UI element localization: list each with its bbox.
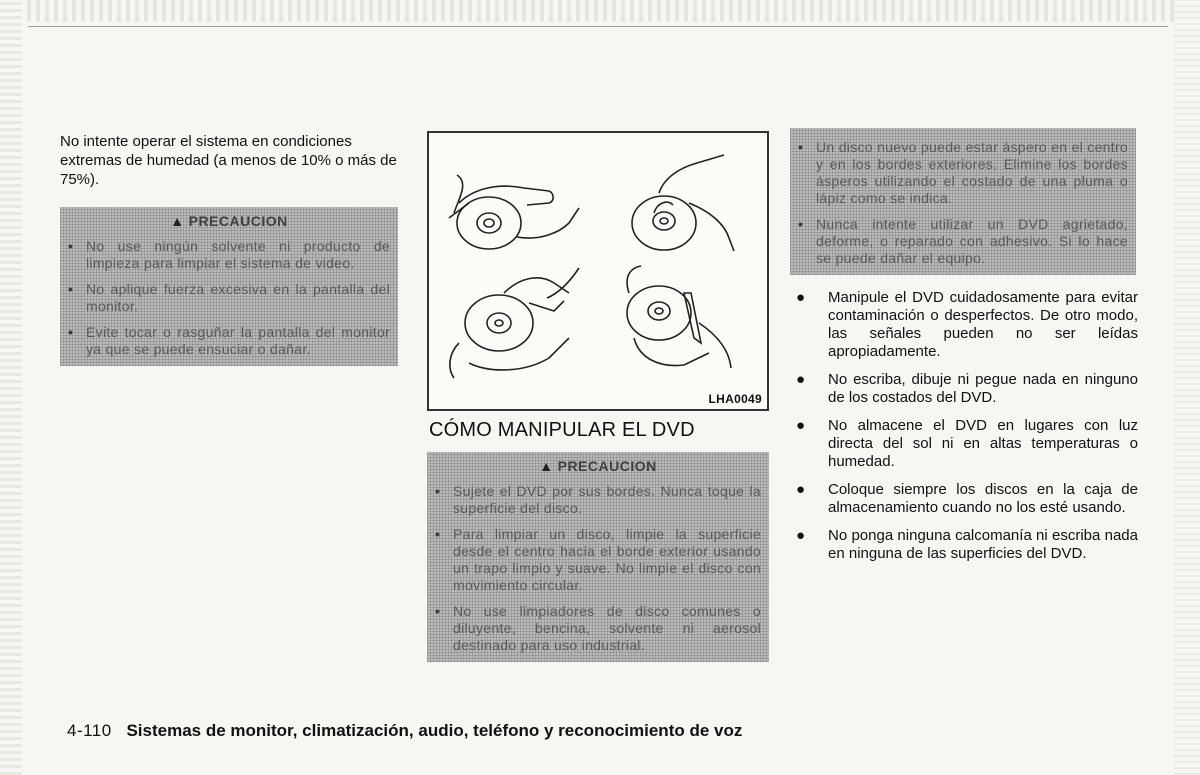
bullet-dot-icon: ● [796,289,806,306]
figure-label: LHA0049 [708,392,762,406]
list-item-text: Coloque siempre los discos en la caja de almacenamiento cuando no los esté usando. [828,481,1138,516]
dvd-handling-drawing [429,133,767,409]
caution-item [68,324,390,358]
caution-heading-label: PRECAUCION [188,213,288,229]
caution-item [435,526,761,594]
caution-item-text: No use ningún solvente ni producto de limpieza para limpiar el sistema de video. [86,238,390,271]
list-item [790,289,1138,361]
bullet-dot-icon: • [68,238,73,254]
warning-triangle-icon: ▲ [539,458,554,474]
caution-item [798,139,1128,207]
middle-column [427,131,769,662]
caution-item-text: Un disco nuevo puede estar áspero en el centro y en los bordes exteriores. Elimine los bordes ásperos utilizando el costado de una pluma o lápiz como se indica. [816,139,1128,206]
caution-box-video [60,207,398,366]
caution-box-dvd-handling [427,452,769,662]
scan-noise-right [1174,0,1200,775]
bullet-dot-icon: • [435,603,440,619]
caution-item [68,238,390,272]
scan-noise-left [0,0,22,775]
dvd-care-list [790,289,1138,563]
bullet-dot-icon: • [68,324,73,340]
bullet-dot-icon: • [798,216,803,232]
page-number: 4-110 [67,721,112,740]
caution-item-text: Sujete el DVD por sus bordes. Nunca toque la superficie del disco. [453,483,761,516]
page-footer [67,721,742,741]
bullet-dot-icon: • [435,526,440,542]
list-item [790,481,1138,517]
caution-box-continued [790,128,1136,275]
caution-item [798,216,1128,267]
chapter-title: Sistemas de monitor, climatización, audio, teléfono y reconocimiento de voz [126,721,743,740]
bullet-dot-icon: ● [796,371,806,388]
caution-heading-label: PRECAUCION [557,458,657,474]
bullet-dot-icon: ● [796,417,806,434]
humidity-intro-text: No intente operar el sistema en condiciones extremas de humedad (a menos de 10% o más de 75%). [60,133,397,188]
page-top-rule [28,26,1168,27]
caution-item-text: No use limpiadores de disco comunes o diluyente, bencina, solvente ni aerosol destinado para uso industrial. [453,603,761,653]
caution-item-text: Para limpiar un disco, limpie la superficie desde el centro hacia el borde exterior usando un trapo limpio y suave. No limpie el disco con movimiento circular. [453,526,761,593]
caution-item-text: Nunca intente utilizar un DVD agrietado, deforme, o reparado con adhesivo. Si lo hace se puede dañar el equipo. [816,216,1128,266]
bullet-dot-icon: • [435,483,440,499]
bullet-dot-icon: ● [796,481,806,498]
list-item [790,371,1138,407]
bullet-dot-icon: • [798,139,803,155]
scan-noise-top [0,0,1200,22]
list-item-text: No escriba, dibuje ni pegue nada en ninguno de los costados del DVD. [828,371,1138,406]
caution-item [435,483,761,517]
list-item [790,527,1138,563]
caution-item-text: Evite tocar o rasguñar la pantalla del monitor ya que se puede ensuciar o dañar. [86,324,390,357]
list-item-text: No almacene el DVD en lugares con luz directa del sol ni en altas temperaturas o humedad. [828,417,1138,470]
dvd-handling-illustration [427,131,769,411]
disc-bottom-right-icon [627,266,731,368]
disc-top-right-icon [632,155,734,251]
caution-item-text: No aplique fuerza excesiva en la pantalla del monitor. [86,281,390,314]
section-title: CÓMO MANIPULAR EL DVD [429,419,695,441]
list-item-text: No ponga ninguna calcomanía ni escriba nada en ninguna de las superficies del DVD. [828,527,1138,562]
list-item-text: Manipule el DVD cuidadosamente para evitar contaminación o desperfectos. De otro modo, las señales pueden no ser leídas apropiadamente. [828,289,1138,360]
caution-heading [435,456,761,480]
warning-triangle-icon: ▲ [170,213,185,229]
right-column [790,128,1138,573]
list-item [790,417,1138,471]
caution-item [435,603,761,654]
caution-heading [68,211,390,235]
bullet-dot-icon: ● [796,527,806,544]
disc-bottom-left-icon [450,268,579,378]
left-column [60,132,400,366]
bullet-dot-icon: • [68,281,73,297]
caution-item [68,281,390,315]
disc-top-left-icon [449,175,579,249]
